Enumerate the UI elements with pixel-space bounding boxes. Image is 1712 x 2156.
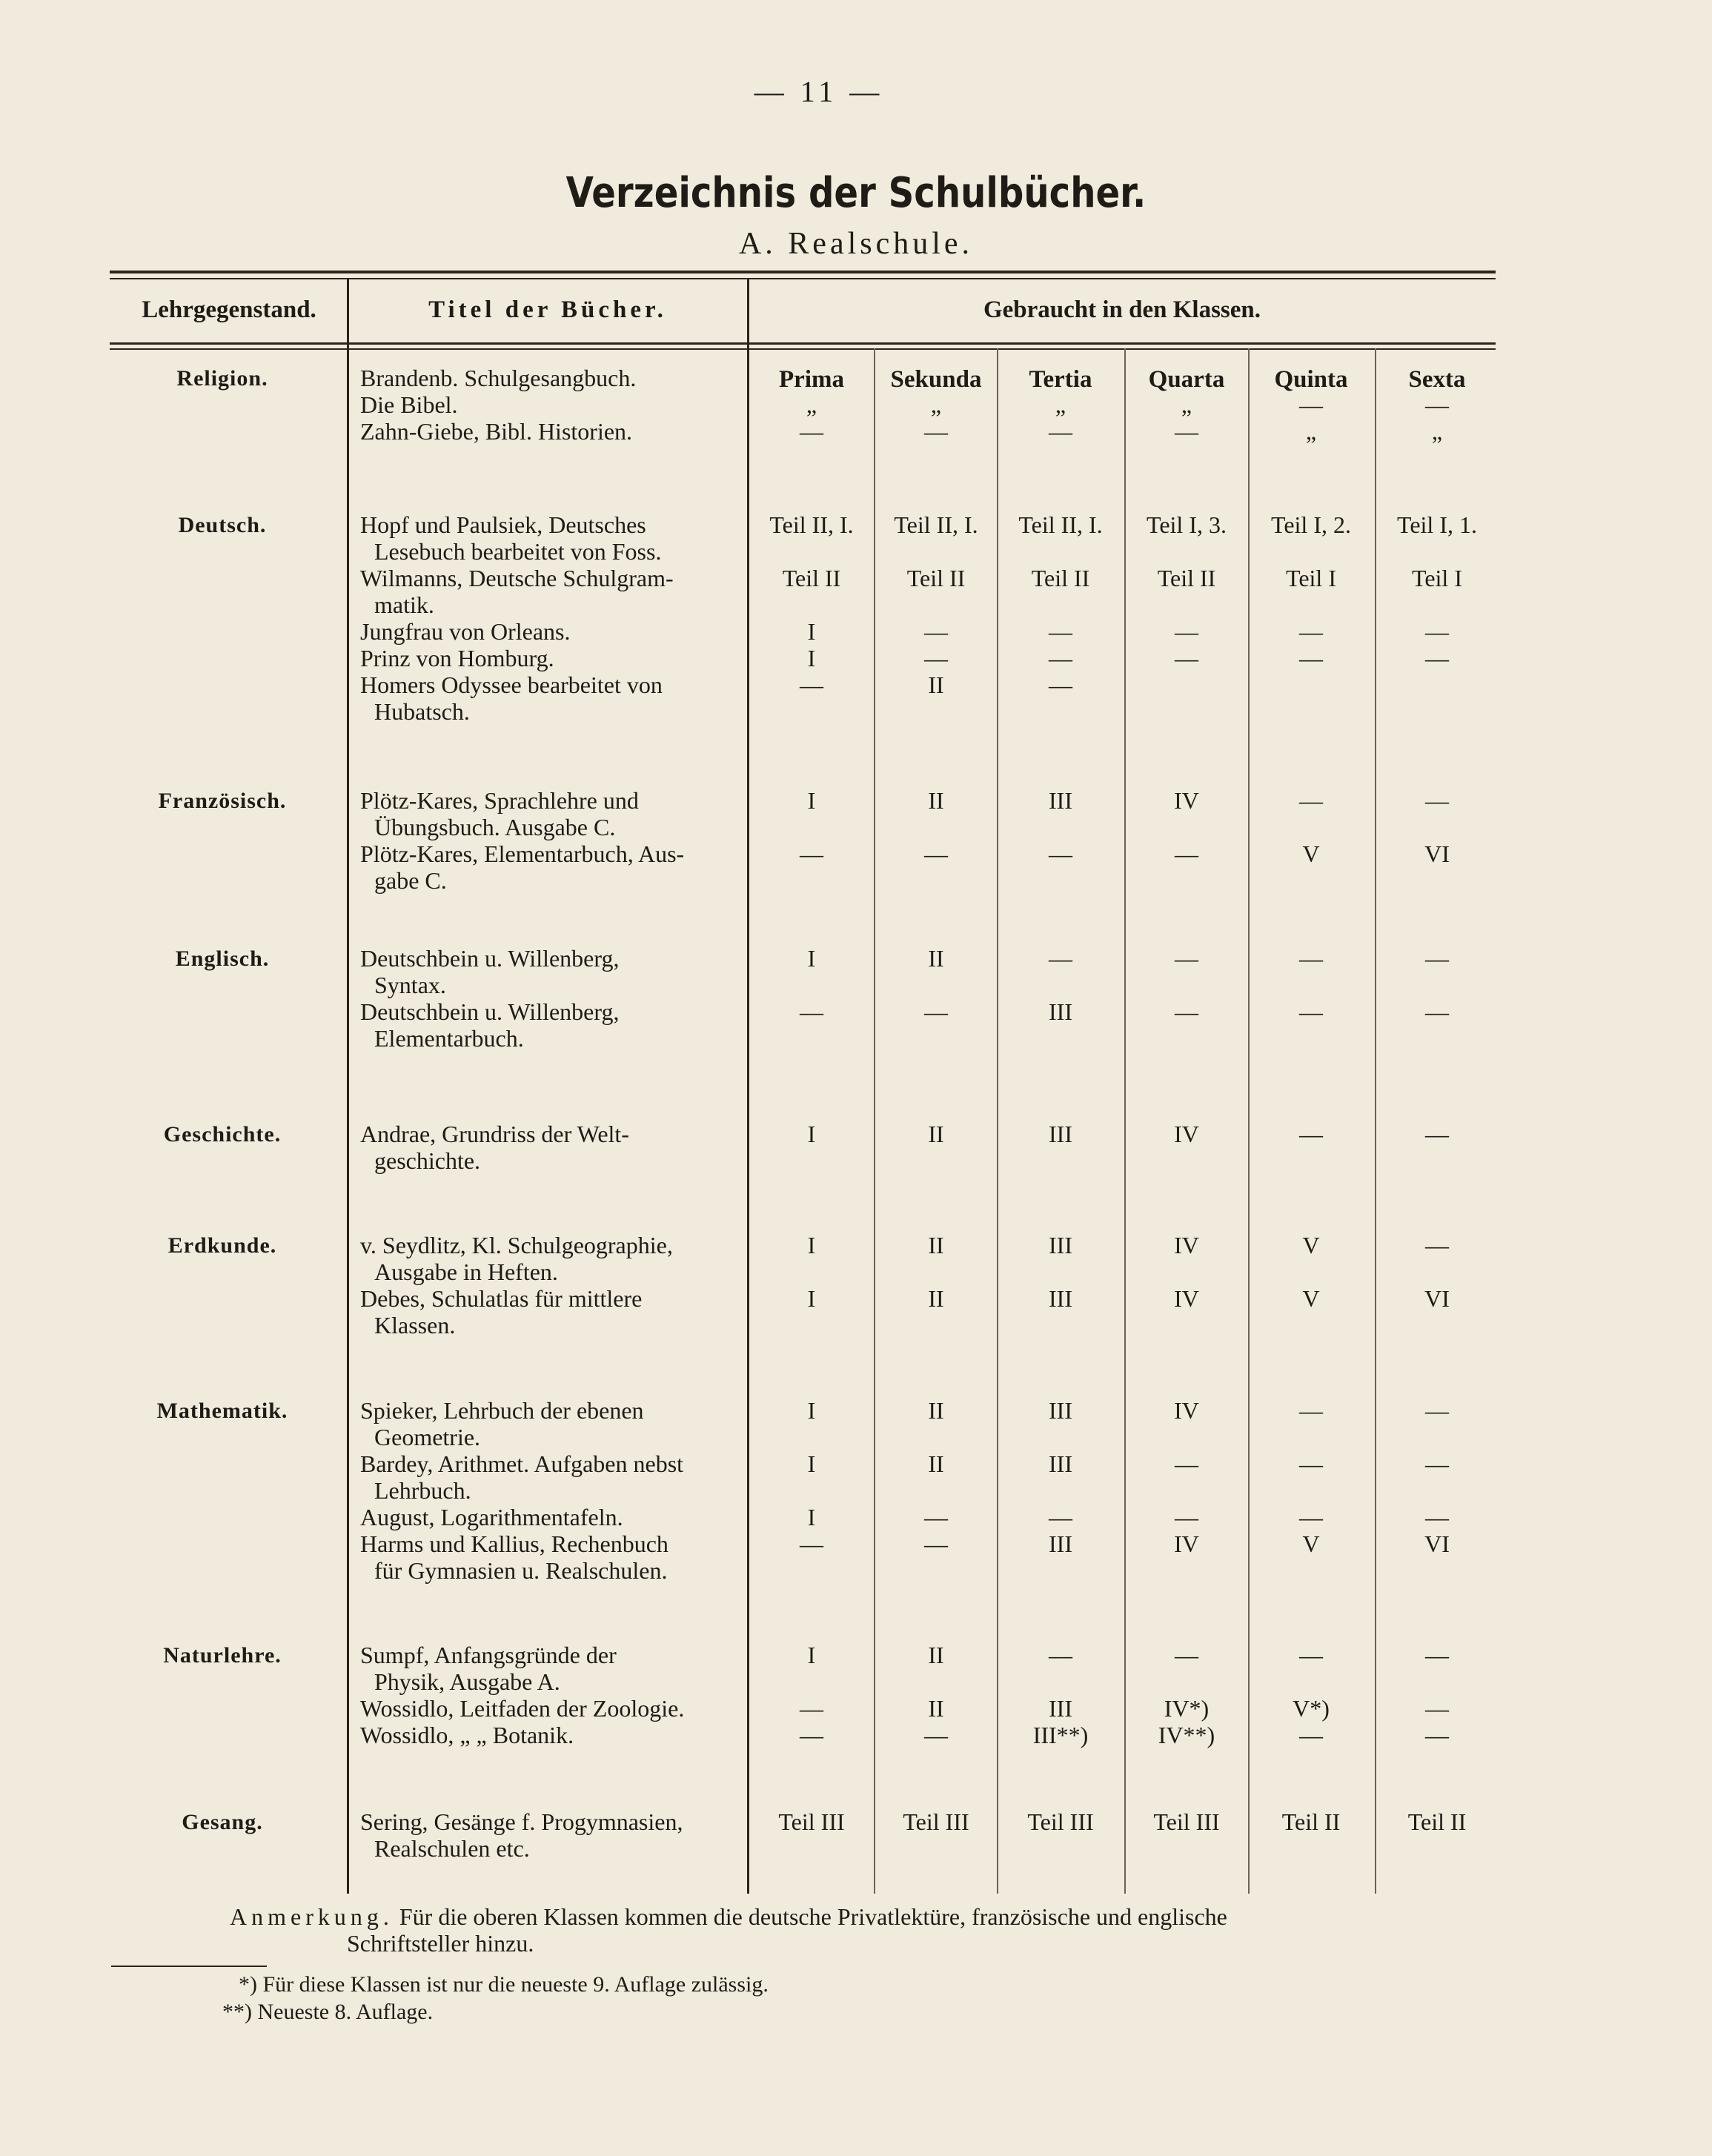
class-head-quinta: Quinta [1274,366,1348,393]
book-title-continued: Ausgabe in Heften. [374,1258,558,1285]
book-title-continued: Geometrie. [374,1424,481,1450]
class-usage-cell: — [1049,1642,1072,1668]
class-usage-cell: III**) [1032,1722,1089,1748]
class-head-sekunda: Sekunda [890,366,982,393]
class-usage-cell: — [800,1530,823,1557]
book-title: Deutschbein u. Willenberg, [360,945,620,972]
book-title: Jungfrau von Orleans. [360,618,571,645]
footnote-1: *) Für diese Klassen ist nur die neueste 9. Auflage zulässig. [239,1972,769,1997]
class-usage-cell: I [807,945,816,972]
annotation [230,1903,1227,1930]
book-title: Plötz-Kares, Sprachlehre und [360,787,639,814]
class-usage-cell: „ [1181,391,1192,418]
class-usage-cell: II [928,1121,944,1147]
class-usage-cell: II [928,787,944,814]
subject-label: Geschichte. [163,1122,282,1147]
header-subject: Lehrgegenstand. [142,296,316,323]
subject-label: Deutsch. [178,513,267,537]
class-usage-cell: II [928,1450,944,1477]
class-usage-cell: IV**) [1158,1722,1215,1748]
class-usage-cell: III [1049,1285,1072,1312]
subject-label: Religion. [176,366,268,391]
book-title-continued: Elementarbuch. [374,1025,524,1052]
class-usage-cell: — [1049,671,1072,698]
class-usage-cell: — [1049,945,1072,972]
subject-label: Englisch. [175,946,270,971]
class-usage-cell: „ [930,391,942,418]
book-title: Sering, Gesänge f. Progymnasien, [360,1808,683,1835]
header-bottom-rule [110,342,1496,345]
subject-label: Französisch. [158,789,287,813]
class-usage-cell: — [1175,1642,1198,1668]
class-usage-cell: — [924,418,948,445]
class-usage-cell: Teil I, 2. [1271,511,1351,538]
class-usage-cell: — [1299,391,1323,418]
class-usage-cell: — [1425,1642,1449,1668]
class-usage-cell: — [1299,1397,1323,1424]
class-usage-cell: — [1425,1232,1449,1258]
class-usage-cell: III [1049,1121,1072,1147]
book-title-continued: für Gymnasien u. Realschulen. [374,1557,668,1584]
book-title-continued: Lehrbuch. [374,1477,471,1504]
class-usage-cell: — [924,1530,948,1557]
class-usage-cell: — [1175,1450,1198,1477]
class-usage-cell: — [1299,787,1323,814]
class-usage-cell: — [800,418,823,445]
class-usage-cell: I [807,1504,816,1530]
class-usage-cell: Teil II, I. [894,511,978,538]
class-usage-cell: — [1299,645,1323,671]
class-usage-cell: — [1175,998,1198,1025]
class-usage-cell: II [928,671,944,698]
footnote-rule [111,1966,267,1967]
class-usage-cell: Teil I, 1. [1397,511,1477,538]
class-usage-cell: — [1175,840,1198,867]
class-usage-cell: III [1049,1695,1072,1722]
class-usage-cell: II [928,1232,944,1258]
book-title: Homers Odyssee bearbeitet von [360,671,663,698]
class-usage-cell: IV [1174,1285,1199,1312]
book-title-continued: geschichte. [374,1147,481,1174]
page-number: — 11 — [754,75,884,108]
class-usage-cell: I [807,1232,816,1258]
book-title: Wossidlo, Leitfaden der Zoologie. [360,1695,685,1722]
class-usage-cell: III [1049,787,1072,814]
class-usage-cell: Teil III [778,1808,845,1835]
class-usage-cell: — [1175,618,1198,645]
class-usage-cell: IV [1174,1232,1199,1258]
class-usage-cell: — [1175,945,1198,972]
class-usage-cell: Teil II, I. [769,511,854,538]
header-classes: Gebraucht in den Klassen. [983,296,1261,323]
class-usage-cell: — [1299,1121,1323,1147]
book-title: Debes, Schulatlas für mittlere [360,1285,643,1312]
class-usage-cell: — [1425,1121,1449,1147]
book-title: Wossidlo, „ „ Botanik. [360,1722,574,1748]
book-title: Andrae, Grundriss der Welt- [360,1121,629,1147]
class-usage-cell: IV [1174,787,1199,814]
class-usage-cell: — [1049,645,1072,671]
book-title-continued: Realschulen etc. [374,1835,530,1862]
book-title: Hopf und Paulsiek, Deutsches [360,511,646,538]
book-title: Wilmanns, Deutsche Schulgram- [360,565,674,591]
class-usage-cell: III [1049,1450,1072,1477]
class-usage-cell: V [1302,1285,1320,1312]
page-subtitle: A. Realschule. [738,227,974,261]
class-usage-cell: Teil III [903,1808,969,1835]
class-usage-cell: Teil II [1031,565,1090,591]
class-usage-cell: — [1049,840,1072,867]
class-usage-cell: IV [1174,1397,1199,1424]
class-usage-cell: I [807,1397,816,1424]
class-usage-cell: — [1299,618,1323,645]
class-usage-cell: — [1425,1722,1449,1748]
footnote-2: **) Neueste 8. Auflage. [222,2000,434,2024]
subject-label: Naturlehre. [163,1643,282,1668]
book-title: Bardey, Arithmet. Aufgaben nebst [360,1450,684,1477]
header-bottom-rule-thin [110,348,1496,350]
class-usage-cell: I [807,1285,816,1312]
table-top-rule-thin [110,278,1496,279]
book-title-continued: Lesebuch bearbeitet von Foss. [374,538,662,565]
books-column-divider [747,278,749,1894]
subject-column-divider [347,278,349,1894]
class-usage-cell: Teil III [1153,1808,1220,1835]
class-usage-cell: — [1175,1504,1198,1530]
class-usage-cell: — [1299,945,1323,972]
class-usage-cell: — [1425,1450,1449,1477]
annotation-label: Anmerkung. [230,1903,394,1930]
book-title: Zahn-Giebe, Bibl. Historien. [360,418,633,445]
class-usage-cell: — [924,840,948,867]
class-usage-cell: Teil II [906,565,966,591]
class-usage-cell: VI [1424,1530,1450,1557]
class-usage-cell: „ [1305,418,1317,445]
class-usage-cell: IV [1174,1530,1199,1557]
class-usage-cell: — [800,1695,823,1722]
class-usage-cell: Teil II, I. [1018,511,1103,538]
class-usage-cell: Teil II [1407,1808,1467,1835]
book-title: v. Seydlitz, Kl. Schulgeographie, [360,1232,673,1258]
book-title: Deutschbein u. Willenberg, [360,998,620,1025]
class-usage-cell: „ [1055,391,1066,418]
class-usage-cell: Teil II [1281,1808,1341,1835]
class-usage-cell: VI [1424,840,1450,867]
book-title-continued: Physik, Ausgabe A. [374,1668,560,1695]
class-usage-cell: I [807,787,816,814]
class-usage-cell: — [1425,1504,1449,1530]
class-usage-cell: — [924,1722,948,1748]
book-title-continued: Hubatsch. [374,698,470,725]
class-usage-cell: — [1175,418,1198,445]
class-usage-cell: I [807,1642,816,1668]
class-usage-cell: — [1049,618,1072,645]
book-title: Harms und Kallius, Rechenbuch [360,1530,668,1557]
class-usage-cell: Teil I [1286,565,1336,591]
class-usage-cell: — [1425,1397,1449,1424]
class-usage-cell: — [1425,645,1449,671]
header-books: Titel der Bücher. [428,296,667,323]
class-usage-cell: V [1302,1530,1320,1557]
book-title-continued: Klassen. [374,1312,456,1339]
class-usage-cell: Teil I, 3. [1147,511,1227,538]
class-usage-cell: — [800,840,823,867]
class-usage-cell: — [800,998,823,1025]
book-title: Prinz von Homburg. [360,645,554,671]
book-title-continued: gabe C. [374,867,447,894]
class-usage-cell: Teil I [1412,565,1462,591]
class-usage-cell: „ [1431,418,1443,445]
class-usage-cell: I [807,645,816,671]
class-usage-cell: — [1299,1504,1323,1530]
class-usage-cell: — [924,645,948,671]
book-title-continued: matik. [374,591,434,618]
book-title: Sumpf, Anfangsgründe der [360,1642,617,1668]
class-usage-cell: II [928,1397,944,1424]
class-usage-cell: — [1425,391,1449,418]
class-usage-cell: III [1049,1232,1072,1258]
class-usage-cell: V*) [1293,1695,1330,1722]
subject-label: Erdkunde. [167,1233,277,1258]
page-title: Verzeichnis der Schulbücher. [565,169,1147,217]
class-usage-cell: II [928,1285,944,1312]
class-usage-cell: — [924,998,948,1025]
class-usage-cell: — [1299,1722,1323,1748]
class-usage-cell: — [924,1504,948,1530]
book-title-continued: Syntax. [374,972,446,998]
table-top-rule [110,271,1496,273]
book-title: Die Bibel. [360,391,458,418]
class-usage-cell: I [807,618,816,645]
class-usage-cell: IV [1174,1121,1199,1147]
class-usage-cell: — [1425,998,1449,1025]
class-usage-cell: — [800,1722,823,1748]
class-usage-cell: — [1425,945,1449,972]
class-usage-cell: V [1302,840,1320,867]
class-usage-cell: II [928,1695,944,1722]
class-usage-cell: VI [1424,1285,1450,1312]
book-title: Brandenb. Schulgesangbuch. [360,365,637,391]
class-usage-cell: III [1049,998,1072,1025]
annotation-text-line1: Für die oberen Klassen kommen die deutsche Privatlektüre, französische und englische [399,1903,1227,1930]
book-title: Plötz-Kares, Elementarbuch, Aus- [360,840,685,867]
class-usage-cell: II [928,945,944,972]
book-title-continued: Übungsbuch. Ausgabe C. [374,814,616,840]
class-head-quarta: Quarta [1148,366,1225,393]
class-usage-cell: — [1425,787,1449,814]
book-title: August, Logarithmentafeln. [360,1504,623,1530]
class-usage-cell: Teil III [1027,1808,1094,1835]
class-head-sexta: Sexta [1408,366,1466,393]
class-usage-cell: I [807,1121,816,1147]
annotation-text-line2: Schriftsteller hinzu. [347,1930,534,1957]
class-usage-cell: I [807,1450,816,1477]
class-usage-cell: — [800,671,823,698]
class-head-tertia: Tertia [1029,366,1092,393]
subject-label: Gesang. [182,1810,263,1834]
class-usage-cell: — [1175,645,1198,671]
class-usage-cell: — [1049,1504,1072,1530]
class-usage-cell: — [1299,1642,1323,1668]
class-usage-cell: Teil II [782,565,841,591]
class-head-prima: Prima [779,366,844,393]
class-usage-cell: — [1425,1695,1449,1722]
class-usage-cell: — [924,618,948,645]
class-usage-cell: „ [806,391,817,418]
class-usage-cell: IV*) [1164,1695,1210,1722]
class-usage-cell: V [1302,1232,1320,1258]
class-usage-cell: — [1299,998,1323,1025]
class-usage-cell: III [1049,1530,1072,1557]
book-title: Spieker, Lehrbuch der ebenen [360,1397,644,1424]
subject-label: Mathematik. [156,1399,288,1423]
class-usage-cell: — [1425,618,1449,645]
class-usage-cell: Teil II [1157,565,1216,591]
class-usage-cell: II [928,1642,944,1668]
class-usage-cell: — [1299,1450,1323,1477]
class-usage-cell: III [1049,1397,1072,1424]
class-usage-cell: — [1049,418,1072,445]
